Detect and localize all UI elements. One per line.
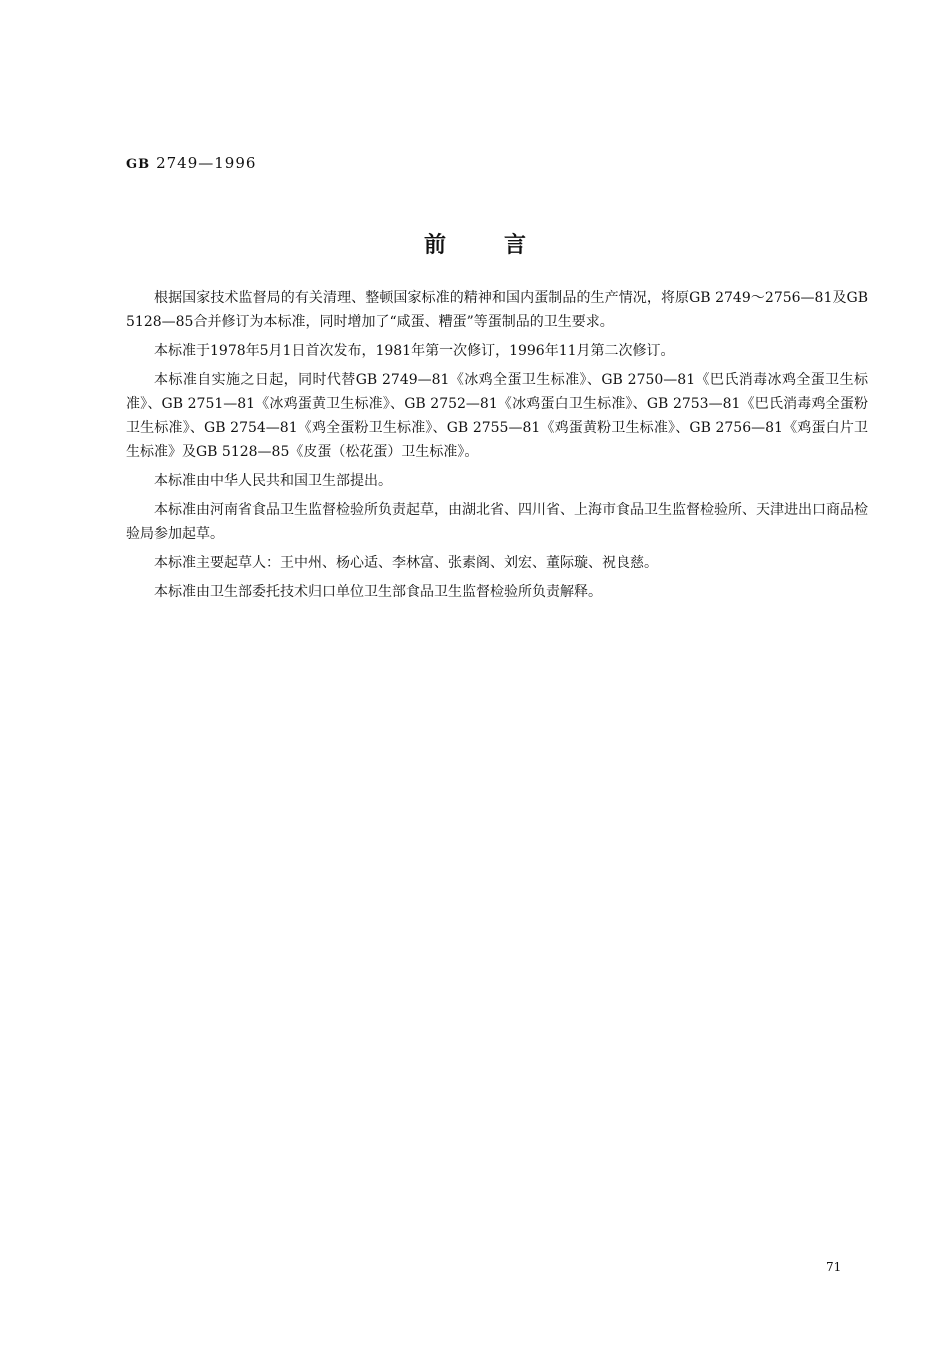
foreword-body xyxy=(126,286,868,609)
document-code xyxy=(126,154,256,172)
paragraph-replaced-standards: 本标准自实施之日起，同时代替GB 2749—81《冰鸡全蛋卫生标准》、GB 2750—81《巴氏消毒冰鸡全蛋卫生标准》、GB 2751—81《冰鸡蛋黄卫生标准》、GB 2752—81《冰鸡蛋白卫生标准》、GB 2753—81《巴氏消毒鸡全蛋粉卫生标准》、GB 2754—81《鸡全蛋粉卫生标准》、GB 2755—81《鸡蛋黄粉卫生标准》、GB 2756—81《鸡蛋白片卫生标准》及GB 5128—85《皮蛋（松花蛋）卫生标准》。 xyxy=(126,372,868,460)
paragraph-interpretation: 本标准由卫生部委托技术归口单位卫生部食品卫生监督检验所负责解释。 xyxy=(154,584,602,600)
paragraph-proposer: 本标准由中华人民共和国卫生部提出。 xyxy=(154,473,392,489)
standard-number: 2749—1996 xyxy=(156,154,257,172)
page-title: 前言 xyxy=(423,232,584,258)
paragraph-drafting-units: 本标准由河南省食品卫生监督检验所负责起草，由湖北省、四川省、上海市食品卫生监督检验所、天津进出口商品检验局参加起草。 xyxy=(126,502,868,542)
paragraph-revision-scope: 根据国家技术监督局的有关清理、整顿国家标准的精神和国内蛋制品的生产情况，将原GB 2749～2756—81及GB 5128—85合并修订为本标准，同时增加了“咸蛋、糟蛋”等蛋制品的卫生要求。 xyxy=(126,290,868,330)
standard-prefix: GB xyxy=(126,157,151,172)
paragraph-publication-history: 本标准于1978年5月1日首次发布，1981年第一次修订，1996年11月第二次修订。 xyxy=(154,343,675,359)
paragraph-drafters: 本标准主要起草人：王中州、杨心适、李林富、张素阁、刘宏、董际璇、祝良慈。 xyxy=(154,555,658,571)
page-number: 71 xyxy=(826,1260,842,1274)
